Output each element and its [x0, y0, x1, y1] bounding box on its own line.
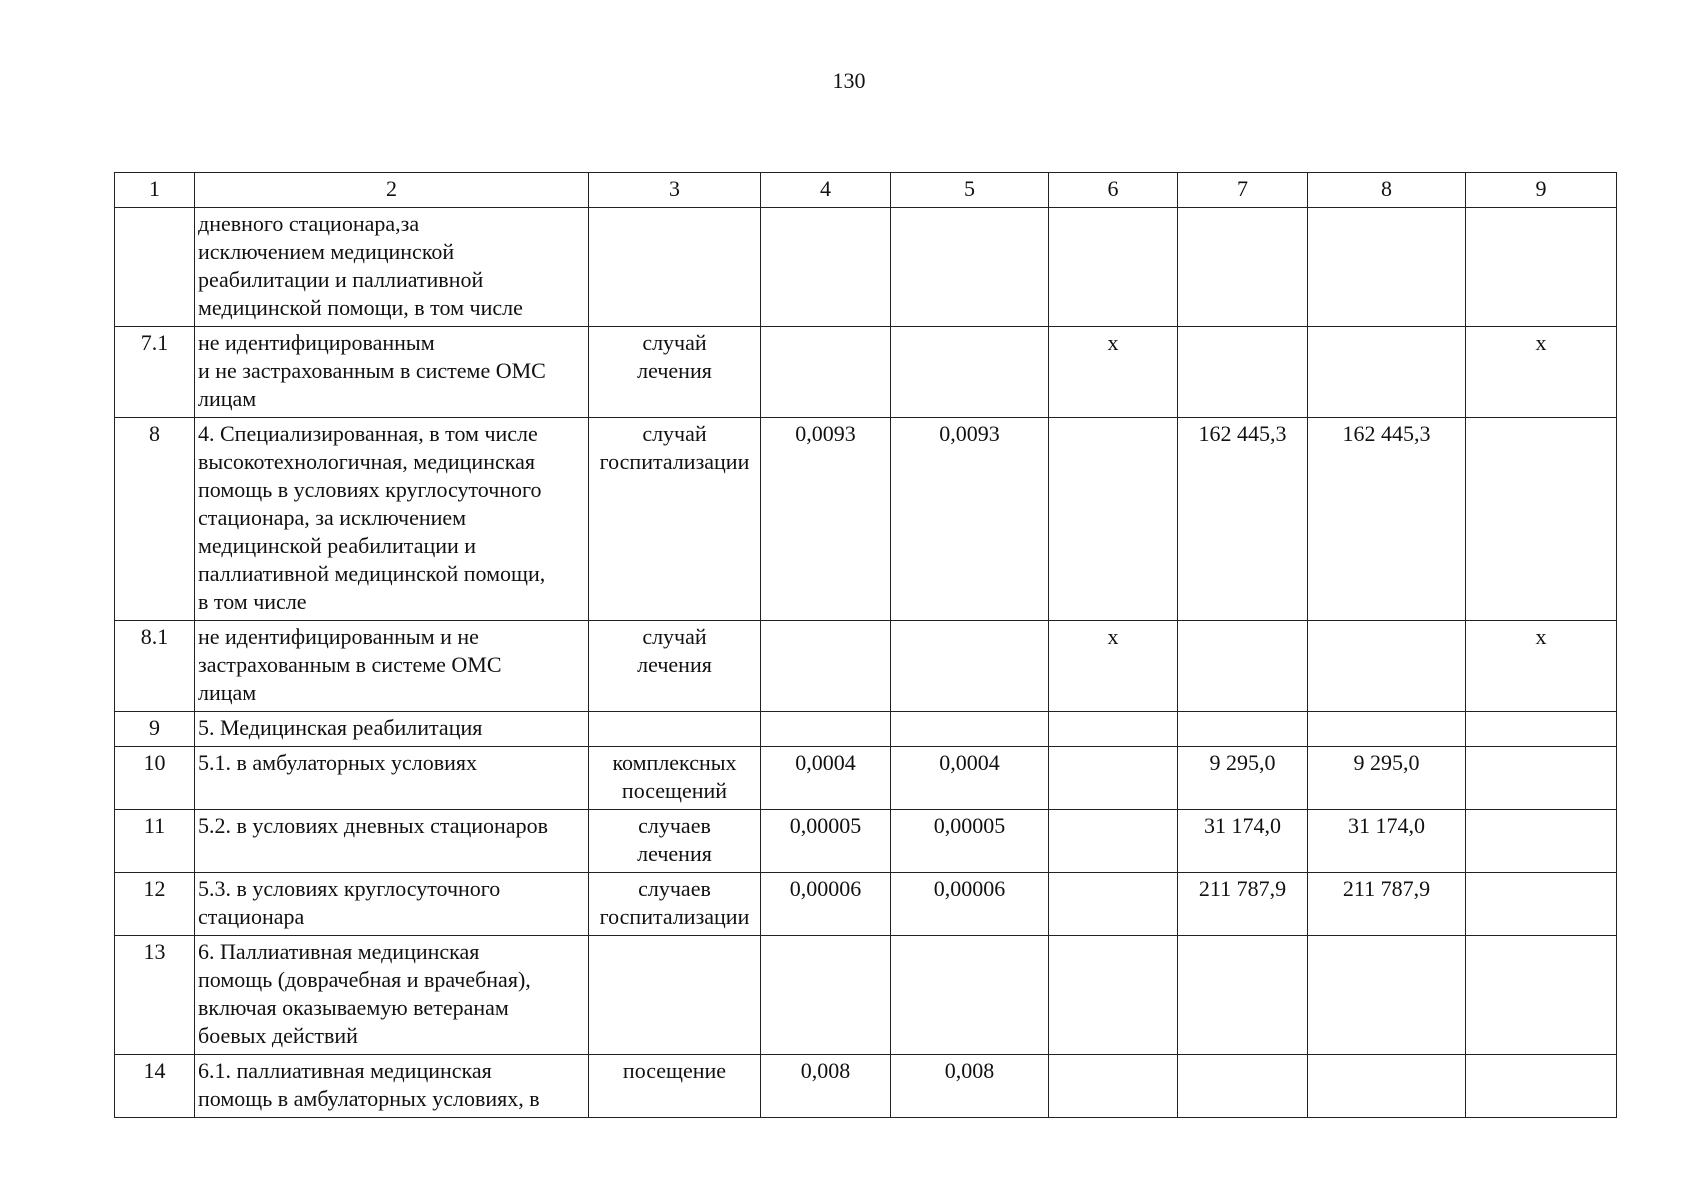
cell-col5: 0,0004: [891, 747, 1049, 810]
row-number: 7.1: [115, 327, 195, 418]
cell-col4: 0,0093: [761, 418, 891, 621]
row-name: не идентифицированным и не застрахованным в системе ОМС лицам: [195, 327, 589, 418]
cell-col4: 0,00005: [761, 810, 891, 873]
cell-col8: [1308, 936, 1466, 1055]
row-number: 12: [115, 873, 195, 936]
cell-col4: 0,0004: [761, 747, 891, 810]
cell-col5: 0,00005: [891, 810, 1049, 873]
table-row: [115, 1055, 1617, 1118]
cell-col9: [1466, 747, 1617, 810]
cell-col6: [1049, 873, 1178, 936]
cell-col8: 211 787,9: [1308, 873, 1466, 936]
cell-col5: [891, 621, 1049, 712]
cell-col6: [1049, 712, 1178, 747]
cell-col6: х: [1049, 327, 1178, 418]
cell-col8: [1308, 1055, 1466, 1118]
cell-col5: [891, 327, 1049, 418]
column-header: 3: [589, 173, 761, 208]
cell-col6: [1049, 747, 1178, 810]
cell-col8: [1308, 712, 1466, 747]
row-name: 6.1. паллиативная медицинская помощь в амбулаторных условиях, в: [195, 1055, 589, 1118]
cell-col8: 162 445,3: [1308, 418, 1466, 621]
table-row: [115, 936, 1617, 1055]
cell-col7: 31 174,0: [1178, 810, 1308, 873]
row-number: 13: [115, 936, 195, 1055]
cell-col8: [1308, 327, 1466, 418]
cell-col9: [1466, 1055, 1617, 1118]
cell-col9: [1466, 936, 1617, 1055]
cell-col4: 0,008: [761, 1055, 891, 1118]
table-row: [115, 327, 1617, 418]
row-name: 5. Медицинская реабилитация: [195, 712, 589, 747]
row-name: 5.3. в условиях круглосуточного стационара: [195, 873, 589, 936]
row-unit: случай госпитализации: [589, 418, 761, 621]
cell-col9: [1466, 873, 1617, 936]
cell-col7: [1178, 712, 1308, 747]
cell-col7: [1178, 327, 1308, 418]
column-header: 4: [761, 173, 891, 208]
cell-col7: 9 295,0: [1178, 747, 1308, 810]
column-header: 7: [1178, 173, 1308, 208]
row-name: 5.1. в амбулаторных условиях: [195, 747, 589, 810]
cell-col5: [891, 208, 1049, 327]
column-header: 9: [1466, 173, 1617, 208]
row-number: 10: [115, 747, 195, 810]
row-unit: случай лечения: [589, 327, 761, 418]
row-unit: посещение: [589, 1055, 761, 1118]
cell-col9: [1466, 810, 1617, 873]
cell-col7: [1178, 936, 1308, 1055]
data-table: [114, 172, 1617, 1118]
row-name: не идентифицированным и не застрахованным в системе ОМС лицам: [195, 621, 589, 712]
cell-col9: х: [1466, 327, 1617, 418]
cell-col7: 162 445,3: [1178, 418, 1308, 621]
row-number: 8.1: [115, 621, 195, 712]
page-number: 130: [832, 68, 866, 93]
cell-col8: [1308, 621, 1466, 712]
cell-col5: [891, 712, 1049, 747]
cell-col9: х: [1466, 621, 1617, 712]
column-header: 6: [1049, 173, 1178, 208]
cell-col8: 9 295,0: [1308, 747, 1466, 810]
cell-col4: [761, 712, 891, 747]
row-number: [115, 208, 195, 327]
column-header: 1: [115, 173, 195, 208]
row-name: 4. Специализированная, в том числе высокотехнологичная, медицинская помощь в условиях круглосуточного стационара, за исключением медицинской реабилитации и паллиативной медицинской помощи, в том числе: [195, 418, 589, 621]
column-header: 5: [891, 173, 1049, 208]
row-unit: комплексных посещений: [589, 747, 761, 810]
row-name: дневного стационара,за исключением медицинской реабилитации и паллиативной медицинской помощи, в том числе: [195, 208, 589, 327]
row-unit: случаев госпитализации: [589, 873, 761, 936]
cell-col4: [761, 327, 891, 418]
cell-col6: [1049, 418, 1178, 621]
row-number: 14: [115, 1055, 195, 1118]
row-number: 9: [115, 712, 195, 747]
cell-col7: 211 787,9: [1178, 873, 1308, 936]
column-header: 8: [1308, 173, 1466, 208]
cell-col7: [1178, 621, 1308, 712]
cell-col5: 0,008: [891, 1055, 1049, 1118]
cell-col7: [1178, 208, 1308, 327]
table-row: [115, 621, 1617, 712]
cell-col9: [1466, 418, 1617, 621]
table-row: [115, 712, 1617, 747]
row-unit: [589, 712, 761, 747]
row-number: 8: [115, 418, 195, 621]
table-row: [115, 810, 1617, 873]
cell-col8: [1308, 208, 1466, 327]
row-number: 11: [115, 810, 195, 873]
cell-col5: 0,00006: [891, 873, 1049, 936]
cell-col9: [1466, 712, 1617, 747]
cell-col5: 0,0093: [891, 418, 1049, 621]
cell-col6: [1049, 208, 1178, 327]
table-row: [115, 873, 1617, 936]
table-row: [115, 208, 1617, 327]
row-unit: [589, 936, 761, 1055]
row-unit: [589, 208, 761, 327]
cell-col4: 0,00006: [761, 873, 891, 936]
row-unit: случаев лечения: [589, 810, 761, 873]
cell-col4: [761, 936, 891, 1055]
cell-col4: [761, 621, 891, 712]
cell-col6: [1049, 810, 1178, 873]
cell-col9: [1466, 208, 1617, 327]
table-row: [115, 747, 1617, 810]
column-header: 2: [195, 173, 589, 208]
row-name: 5.2. в условиях дневных стационаров: [195, 810, 589, 873]
cell-col6: х: [1049, 621, 1178, 712]
row-name: 6. Паллиативная медицинская помощь (доврачебная и врачебная), включая оказываемую ветеранам боевых действий: [195, 936, 589, 1055]
cell-col7: [1178, 1055, 1308, 1118]
cell-col6: [1049, 936, 1178, 1055]
cell-col4: [761, 208, 891, 327]
table-row: [115, 418, 1617, 621]
table-header-row: [115, 173, 1617, 208]
row-unit: случай лечения: [589, 621, 761, 712]
cell-col6: [1049, 1055, 1178, 1118]
cell-col5: [891, 936, 1049, 1055]
cell-col8: 31 174,0: [1308, 810, 1466, 873]
